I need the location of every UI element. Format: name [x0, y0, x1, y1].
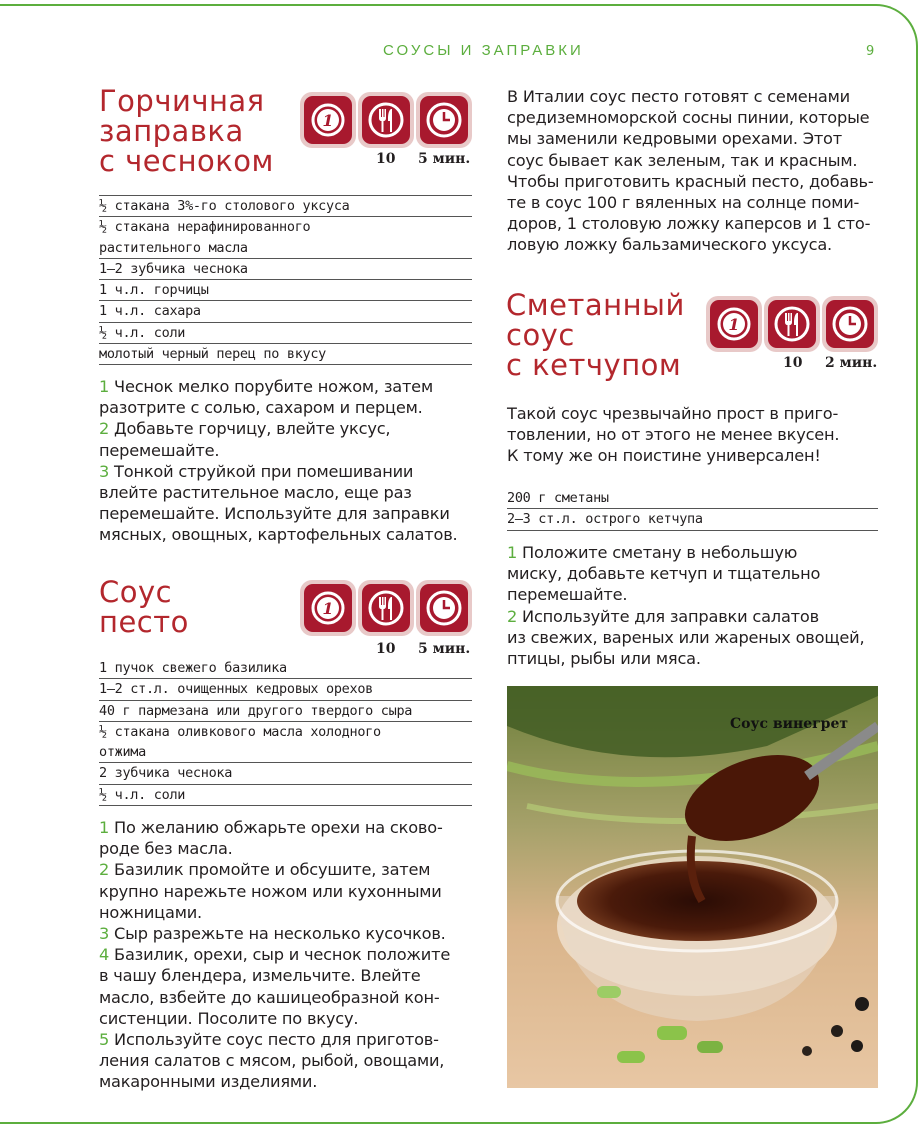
fork-knife-icon — [358, 580, 414, 636]
ingredient: 1 пучок свежего базилика — [99, 658, 472, 679]
ingredient: ½ ч.л. соли — [99, 785, 472, 806]
step: 3 Тонкой струйкой при помешивании влейте растительное масло, еще раз перемешайте. Используйте для заправки мясных, овощных, картофельных салатов. — [99, 461, 458, 545]
steps — [99, 817, 479, 1093]
recipe-title: Горчичная заправка с чесноком — [99, 84, 274, 178]
step: 4 Базилик, орехи, сыр и чеснок положите в чашу блендера, измельчите. Влейте масло, взбейте до кашицеобразной кон- систенции. Посолите по вкусу. — [99, 945, 451, 1028]
ingredient: 200 г сметаны — [507, 488, 878, 509]
clock-icon — [822, 296, 878, 352]
ingredient: 2 зубчика чеснока — [99, 763, 472, 784]
fork-knife-icon — [358, 92, 414, 148]
ingredient: 1—2 ст.л. очищенных кедровых орехов — [99, 679, 472, 700]
photo-caption: Соус винегрет — [730, 716, 849, 732]
difficulty-icon — [300, 580, 356, 636]
svg-text:1: 1 — [322, 599, 334, 618]
servings-count: 10 — [376, 641, 396, 657]
ingredient: 1 ч.л. горчицы — [99, 280, 472, 301]
ingredient: 1—2 зубчика чеснока — [99, 259, 472, 280]
sauce-photo — [507, 686, 878, 1088]
recipe-title: Сметанный соус с кетчупом — [506, 288, 685, 382]
clock-icon — [416, 92, 472, 148]
step: 5 Используйте соус песто для приготов- ления салатов с мясом, рыбой, овощами, макаронными изделиями. — [99, 1030, 445, 1092]
step: 2 Базилик промойте и обсушите, затем крупно нарежьте ножом или кухонными ножницами. — [99, 860, 442, 922]
fork-knife-icon — [764, 296, 820, 352]
recipe-icons — [300, 92, 472, 148]
ingredient: ½ стакана нерафинированного — [99, 219, 311, 236]
page-number: 9 — [866, 44, 875, 59]
servings-count: 10 — [783, 355, 803, 371]
step: 1 Положите сметану в небольшую миску, добавьте кетчуп и тщательно перемешайте. — [507, 543, 821, 605]
step: 3 Сыр разрежьте на несколько кусочков. — [99, 924, 446, 944]
ingredient: ½ стакана оливкового масла холодного — [99, 723, 381, 740]
cooking-time: 5 мин. — [418, 641, 471, 657]
step: 2 Используйте для заправки салатов из свежих, вареных или жареных овощей, птицы, рыбы или мяса. — [507, 606, 865, 669]
pesto-note: В Италии соус песто готовят с семенами средиземноморской сосны пинии, которые мы заменили кедровыми орехами. Этот соус бывает как зеленым, так и красным. Чтобы приготовить красный песто, добавь- те в соус 100 г вяленных на солнце поми- доров, 1 столовую ложку каперсов и 1 сто- ловую ложку бальзамического уксуса. — [507, 87, 874, 255]
recipe-intro: Такой соус чрезвычайно прост в приго- товлении, но от этого не менее вкусен. К тому же он поистине универсален! — [507, 404, 840, 466]
cooking-time: 2 мин. — [825, 355, 878, 371]
ingredient: растительного масла — [99, 238, 472, 259]
ingredient: отжима — [99, 742, 472, 763]
section-header: СОУСЫ И ЗАПРАВКИ — [383, 42, 584, 59]
clock-icon — [416, 580, 472, 636]
ingredients-list — [99, 195, 472, 365]
ingredient: 40 г пармезана или другого твердого сыра — [99, 701, 472, 722]
ingredient: молотый черный перец по вкусу — [99, 344, 472, 365]
recipe-icons — [300, 580, 472, 636]
ingredients-list — [507, 488, 878, 531]
svg-text:1: 1 — [322, 111, 334, 130]
ingredient: ½ стакана 3%-го столового уксуса — [99, 196, 472, 217]
svg-text:1: 1 — [728, 315, 740, 334]
servings-count: 10 — [376, 151, 396, 167]
ingredients-list — [99, 658, 472, 806]
difficulty-icon — [706, 296, 762, 352]
steps — [99, 376, 479, 546]
step: 1 По желанию обжарьте орехи на сково- роде без масла. — [99, 818, 443, 859]
difficulty-icon — [300, 92, 356, 148]
recipe-icons — [706, 296, 878, 352]
ingredient: 1 ч.л. сахара — [99, 301, 472, 322]
step: 1 Чеснок мелко порубите ножом, затем разотрите с солью, сахаром и перцем. — [99, 377, 433, 418]
recipe-title: Соус песто — [99, 575, 189, 639]
steps — [507, 542, 887, 669]
ingredient: ½ ч.л. соли — [99, 323, 472, 344]
ingredient: 2—3 ст.л. острого кетчупа — [507, 509, 878, 530]
step: 2 Добавьте горчицу, влейте уксус, перемешайте. — [99, 419, 391, 460]
cooking-time: 5 мин. — [418, 151, 471, 167]
